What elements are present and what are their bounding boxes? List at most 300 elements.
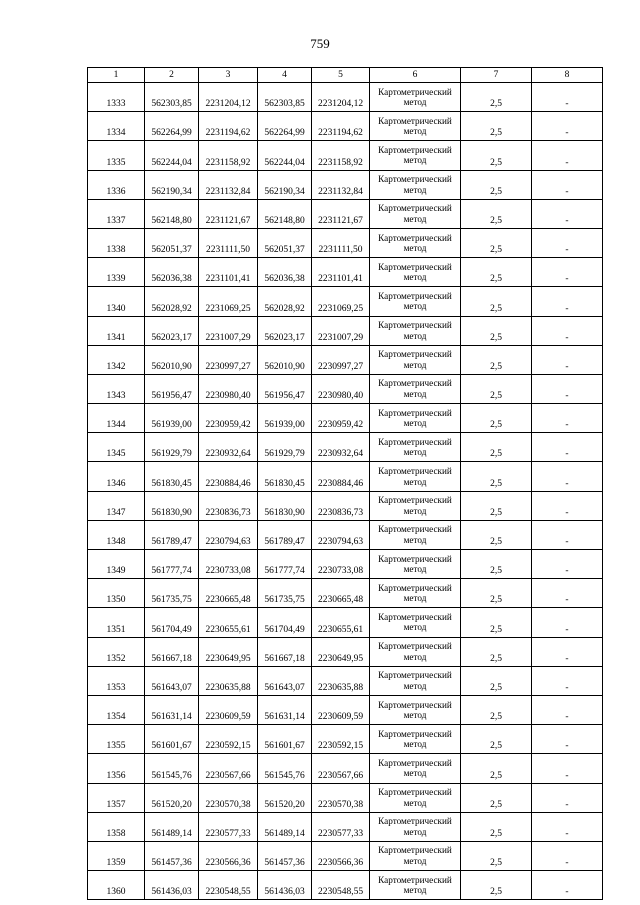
table-row: [88, 199, 603, 228]
y-coord-cell: 2230609,59: [312, 695, 370, 724]
point-number-cell: 1357: [88, 783, 145, 812]
y-coord-cell: 2230733,08: [312, 550, 370, 579]
x-coord-cell: 561777,74: [258, 550, 312, 579]
y-coord-cell: 2231158,92: [312, 141, 370, 170]
y-coord-cell: 2230932,64: [199, 433, 258, 462]
method-line-1: Картометрический: [378, 290, 452, 301]
method-line-1: Картометрический: [378, 874, 452, 885]
y-coord-cell: 2230592,15: [199, 725, 258, 754]
point-number-cell: 1342: [88, 345, 145, 374]
method-line-1: Картометрический: [378, 436, 452, 447]
y-coord-cell: 2230548,55: [199, 871, 258, 900]
method-cell: [370, 608, 461, 637]
note-cell: -: [532, 199, 603, 228]
y-coord-cell: 2230570,38: [199, 783, 258, 812]
table-row: [88, 287, 603, 316]
accuracy-cell: 2,5: [461, 199, 532, 228]
method-line-1: Картометрический: [378, 787, 452, 798]
y-coord-cell: 2230592,15: [312, 725, 370, 754]
y-coord-cell: 2231111,50: [312, 228, 370, 257]
method-line-1: Картометрический: [378, 757, 452, 768]
point-number-cell: 1344: [88, 404, 145, 433]
table-row: [88, 433, 603, 462]
point-number-cell: 1359: [88, 841, 145, 870]
method-line-1: Картометрический: [378, 816, 452, 827]
note-cell: -: [532, 725, 603, 754]
y-coord-cell: 2231101,41: [312, 258, 370, 287]
x-coord-cell: 562190,34: [145, 170, 199, 199]
y-coord-cell: 2230884,46: [199, 462, 258, 491]
point-number-cell: 1351: [88, 608, 145, 637]
method-line-2: метод: [403, 593, 427, 604]
method-cell: [370, 812, 461, 841]
x-coord-cell: 561457,36: [145, 841, 199, 870]
method-line-1: Картометрический: [378, 232, 452, 243]
point-number-cell: 1335: [88, 141, 145, 170]
note-cell: -: [532, 608, 603, 637]
y-coord-cell: 2230836,73: [199, 491, 258, 520]
method-line-2: метод: [403, 710, 427, 721]
column-header: 2: [145, 68, 199, 83]
table-row: [88, 579, 603, 608]
method-line-2: метод: [403, 97, 427, 108]
x-coord-cell: 561601,67: [145, 725, 199, 754]
y-coord-cell: 2231204,12: [199, 83, 258, 112]
y-coord-cell: 2230665,48: [199, 579, 258, 608]
y-coord-cell: 2231111,50: [199, 228, 258, 257]
y-coord-cell: 2231204,12: [312, 83, 370, 112]
method-line-1: Картометрический: [378, 611, 452, 622]
method-line-2: метод: [403, 651, 427, 662]
x-coord-cell: 561830,90: [145, 491, 199, 520]
point-number-cell: 1337: [88, 199, 145, 228]
method-cell: [370, 695, 461, 724]
y-coord-cell: 2230884,46: [312, 462, 370, 491]
x-coord-cell: 562010,90: [258, 345, 312, 374]
table-row: [88, 316, 603, 345]
note-cell: -: [532, 141, 603, 170]
x-coord-cell: 561704,49: [258, 608, 312, 637]
method-cell: [370, 287, 461, 316]
x-coord-cell: 562264,99: [258, 112, 312, 141]
x-coord-cell: 562028,92: [258, 287, 312, 316]
accuracy-cell: 2,5: [461, 316, 532, 345]
accuracy-cell: 2,5: [461, 725, 532, 754]
y-coord-cell: 2230566,36: [312, 841, 370, 870]
x-coord-cell: 561545,76: [145, 754, 199, 783]
y-coord-cell: 2230665,48: [312, 579, 370, 608]
y-coord-cell: 2230997,27: [312, 345, 370, 374]
x-coord-cell: 561939,00: [145, 404, 199, 433]
point-number-cell: 1348: [88, 520, 145, 549]
accuracy-cell: 2,5: [461, 754, 532, 783]
column-header: 7: [461, 68, 532, 83]
method-line-1: Картометрический: [378, 144, 452, 155]
x-coord-cell: 561643,07: [258, 666, 312, 695]
note-cell: -: [532, 433, 603, 462]
x-coord-cell: 562264,99: [145, 112, 199, 141]
x-coord-cell: 561601,67: [258, 725, 312, 754]
y-coord-cell: 2230649,95: [312, 637, 370, 666]
x-coord-cell: 561643,07: [145, 666, 199, 695]
method-line-1: Картометрический: [378, 86, 452, 97]
accuracy-cell: 2,5: [461, 783, 532, 812]
accuracy-cell: 2,5: [461, 258, 532, 287]
x-coord-cell: 562303,85: [258, 83, 312, 112]
accuracy-cell: 2,5: [461, 287, 532, 316]
method-line-2: метод: [403, 476, 427, 487]
note-cell: -: [532, 374, 603, 403]
y-coord-cell: 2230570,38: [312, 783, 370, 812]
x-coord-cell: 561929,79: [145, 433, 199, 462]
x-coord-cell: 562190,34: [258, 170, 312, 199]
method-cell: [370, 491, 461, 520]
method-cell: [370, 754, 461, 783]
x-coord-cell: 561830,45: [145, 462, 199, 491]
note-cell: -: [532, 287, 603, 316]
table-row: [88, 812, 603, 841]
method-line-1: Картометрический: [378, 495, 452, 506]
y-coord-cell: 2231069,25: [312, 287, 370, 316]
point-number-cell: 1334: [88, 112, 145, 141]
x-coord-cell: 561489,14: [145, 812, 199, 841]
y-coord-cell: 2231121,67: [312, 199, 370, 228]
y-coord-cell: 2230997,27: [199, 345, 258, 374]
table-row: [88, 228, 603, 257]
method-cell: [370, 83, 461, 112]
method-line-2: метод: [403, 184, 427, 195]
y-coord-cell: 2231132,84: [199, 170, 258, 199]
x-coord-cell: 561436,03: [145, 871, 199, 900]
method-line-1: Картометрический: [378, 261, 452, 272]
x-coord-cell: 561789,47: [145, 520, 199, 549]
method-line-1: Картометрический: [378, 174, 452, 185]
y-coord-cell: 2230635,88: [312, 666, 370, 695]
y-coord-cell: 2230649,95: [199, 637, 258, 666]
accuracy-cell: 2,5: [461, 841, 532, 870]
x-coord-cell: 562023,17: [258, 316, 312, 345]
method-cell: [370, 141, 461, 170]
method-line-2: метод: [403, 243, 427, 254]
x-coord-cell: 562244,04: [145, 141, 199, 170]
method-cell: [370, 374, 461, 403]
point-number-cell: 1347: [88, 491, 145, 520]
y-coord-cell: 2231194,62: [312, 112, 370, 141]
y-coord-cell: 2230980,40: [199, 374, 258, 403]
column-header: 4: [258, 68, 312, 83]
accuracy-cell: 2,5: [461, 637, 532, 666]
point-number-cell: 1352: [88, 637, 145, 666]
method-line-2: метод: [403, 855, 427, 866]
x-coord-cell: 561631,14: [258, 695, 312, 724]
x-coord-cell: 562148,80: [258, 199, 312, 228]
x-coord-cell: 561929,79: [258, 433, 312, 462]
method-cell: [370, 579, 461, 608]
method-line-2: метод: [403, 301, 427, 312]
accuracy-cell: 2,5: [461, 112, 532, 141]
accuracy-cell: 2,5: [461, 550, 532, 579]
accuracy-cell: 2,5: [461, 812, 532, 841]
y-coord-cell: 2230567,66: [312, 754, 370, 783]
accuracy-cell: 2,5: [461, 695, 532, 724]
method-line-2: метод: [403, 826, 427, 837]
column-header: 8: [532, 68, 603, 83]
method-line-1: Картометрический: [378, 407, 452, 418]
method-line-2: метод: [403, 330, 427, 341]
y-coord-cell: 2231007,29: [312, 316, 370, 345]
point-number-cell: 1339: [88, 258, 145, 287]
method-cell: [370, 199, 461, 228]
accuracy-cell: 2,5: [461, 666, 532, 695]
y-coord-cell: 2231069,25: [199, 287, 258, 316]
x-coord-cell: 561667,18: [258, 637, 312, 666]
x-coord-cell: 561777,74: [145, 550, 199, 579]
method-cell: [370, 637, 461, 666]
point-number-cell: 1356: [88, 754, 145, 783]
method-cell: [370, 871, 461, 900]
method-cell: [370, 841, 461, 870]
point-number-cell: 1345: [88, 433, 145, 462]
method-cell: [370, 345, 461, 374]
x-coord-cell: 562148,80: [145, 199, 199, 228]
x-coord-cell: 561520,20: [145, 783, 199, 812]
note-cell: -: [532, 550, 603, 579]
method-line-2: метод: [403, 272, 427, 283]
accuracy-cell: 2,5: [461, 608, 532, 637]
method-line-2: метод: [403, 388, 427, 399]
point-number-cell: 1354: [88, 695, 145, 724]
point-number-cell: 1333: [88, 83, 145, 112]
method-cell: [370, 550, 461, 579]
method-cell: [370, 258, 461, 287]
note-cell: -: [532, 228, 603, 257]
method-line-2: метод: [403, 505, 427, 516]
x-coord-cell: 561457,36: [258, 841, 312, 870]
method-cell: [370, 725, 461, 754]
point-number-cell: 1340: [88, 287, 145, 316]
note-cell: -: [532, 637, 603, 666]
method-line-2: метод: [403, 155, 427, 166]
x-coord-cell: 562010,90: [145, 345, 199, 374]
x-coord-cell: 561735,75: [258, 579, 312, 608]
table-row: [88, 841, 603, 870]
point-number-cell: 1341: [88, 316, 145, 345]
method-line-2: метод: [403, 680, 427, 691]
note-cell: -: [532, 579, 603, 608]
x-coord-cell: 561520,20: [258, 783, 312, 812]
x-coord-cell: 561830,90: [258, 491, 312, 520]
method-line-2: метод: [403, 126, 427, 137]
method-line-1: Картометрический: [378, 524, 452, 535]
note-cell: -: [532, 83, 603, 112]
method-line-2: метод: [403, 797, 427, 808]
method-line-2: метод: [403, 768, 427, 779]
y-coord-cell: 2230577,33: [312, 812, 370, 841]
method-line-1: Картометрический: [378, 699, 452, 710]
x-coord-cell: 561545,76: [258, 754, 312, 783]
column-header: 3: [199, 68, 258, 83]
column-header: 1: [88, 68, 145, 83]
page-number: 759: [310, 36, 330, 51]
method-cell: [370, 228, 461, 257]
accuracy-cell: 2,5: [461, 345, 532, 374]
y-coord-cell: 2231132,84: [312, 170, 370, 199]
point-number-cell: 1336: [88, 170, 145, 199]
y-coord-cell: 2230836,73: [312, 491, 370, 520]
method-line-2: метод: [403, 418, 427, 429]
accuracy-cell: 2,5: [461, 462, 532, 491]
y-coord-cell: 2230548,55: [312, 871, 370, 900]
note-cell: -: [532, 491, 603, 520]
accuracy-cell: 2,5: [461, 141, 532, 170]
note-cell: -: [532, 345, 603, 374]
table-row: [88, 695, 603, 724]
column-header: 6: [370, 68, 461, 83]
x-coord-cell: 561956,47: [258, 374, 312, 403]
method-line-1: Картометрический: [378, 641, 452, 652]
method-line-1: Картометрический: [378, 378, 452, 389]
table-row: [88, 462, 603, 491]
point-number-cell: 1358: [88, 812, 145, 841]
point-number-cell: 1338: [88, 228, 145, 257]
method-line-1: Картометрический: [378, 553, 452, 564]
note-cell: -: [532, 783, 603, 812]
method-line-2: метод: [403, 359, 427, 370]
method-line-1: Картометрический: [378, 115, 452, 126]
accuracy-cell: 2,5: [461, 83, 532, 112]
table-row: [88, 608, 603, 637]
point-number-cell: 1355: [88, 725, 145, 754]
table-row: [88, 170, 603, 199]
table-row: [88, 83, 603, 112]
method-line-1: Картометрический: [378, 203, 452, 214]
y-coord-cell: 2230980,40: [312, 374, 370, 403]
method-cell: [370, 433, 461, 462]
table-row: [88, 345, 603, 374]
note-cell: -: [532, 258, 603, 287]
note-cell: -: [532, 520, 603, 549]
coordinates-table: [87, 67, 603, 900]
y-coord-cell: 2230794,63: [312, 520, 370, 549]
accuracy-cell: 2,5: [461, 579, 532, 608]
table-row: [88, 491, 603, 520]
point-number-cell: 1353: [88, 666, 145, 695]
y-coord-cell: 2230577,33: [199, 812, 258, 841]
x-coord-cell: 562051,37: [258, 228, 312, 257]
method-cell: [370, 404, 461, 433]
x-coord-cell: 562244,04: [258, 141, 312, 170]
y-coord-cell: 2231007,29: [199, 316, 258, 345]
point-number-cell: 1349: [88, 550, 145, 579]
table-row: [88, 520, 603, 549]
y-coord-cell: 2231121,67: [199, 199, 258, 228]
accuracy-cell: 2,5: [461, 871, 532, 900]
accuracy-cell: 2,5: [461, 374, 532, 403]
method-line-1: Картометрический: [378, 582, 452, 593]
method-line-1: Картометрический: [378, 466, 452, 477]
method-line-2: метод: [403, 885, 427, 896]
table-row: [88, 374, 603, 403]
note-cell: -: [532, 871, 603, 900]
method-line-2: метод: [403, 622, 427, 633]
method-cell: [370, 316, 461, 345]
x-coord-cell: 561830,45: [258, 462, 312, 491]
point-number-cell: 1343: [88, 374, 145, 403]
x-coord-cell: 561631,14: [145, 695, 199, 724]
y-coord-cell: 2230655,61: [312, 608, 370, 637]
x-coord-cell: 561704,49: [145, 608, 199, 637]
method-cell: [370, 520, 461, 549]
accuracy-cell: 2,5: [461, 520, 532, 549]
x-coord-cell: 561735,75: [145, 579, 199, 608]
y-coord-cell: 2230567,66: [199, 754, 258, 783]
y-coord-cell: 2230566,36: [199, 841, 258, 870]
table-body: [88, 83, 603, 900]
note-cell: -: [532, 170, 603, 199]
table-row: [88, 258, 603, 287]
x-coord-cell: 562303,85: [145, 83, 199, 112]
table-header-row: [88, 68, 603, 83]
table-row: [88, 112, 603, 141]
y-coord-cell: 2230733,08: [199, 550, 258, 579]
method-line-2: метод: [403, 447, 427, 458]
x-coord-cell: 561789,47: [258, 520, 312, 549]
method-cell: [370, 783, 461, 812]
x-coord-cell: 561489,14: [258, 812, 312, 841]
y-coord-cell: 2231101,41: [199, 258, 258, 287]
y-coord-cell: 2231158,92: [199, 141, 258, 170]
note-cell: -: [532, 316, 603, 345]
x-coord-cell: 562036,38: [258, 258, 312, 287]
table-row: [88, 637, 603, 666]
method-cell: [370, 170, 461, 199]
table-row: [88, 404, 603, 433]
method-line-1: Картометрический: [378, 320, 452, 331]
table-row: [88, 783, 603, 812]
note-cell: -: [532, 462, 603, 491]
table-row: [88, 871, 603, 900]
accuracy-cell: 2,5: [461, 170, 532, 199]
x-coord-cell: 562051,37: [145, 228, 199, 257]
method-line-2: метод: [403, 564, 427, 575]
x-coord-cell: 561436,03: [258, 871, 312, 900]
column-header: 5: [312, 68, 370, 83]
table-row: [88, 666, 603, 695]
method-line-1: Картометрический: [378, 670, 452, 681]
method-line-2: метод: [403, 213, 427, 224]
method-line-1: Картометрический: [378, 349, 452, 360]
y-coord-cell: 2230635,88: [199, 666, 258, 695]
y-coord-cell: 2230959,42: [312, 404, 370, 433]
x-coord-cell: 561956,47: [145, 374, 199, 403]
note-cell: -: [532, 112, 603, 141]
y-coord-cell: 2230655,61: [199, 608, 258, 637]
x-coord-cell: 561667,18: [145, 637, 199, 666]
note-cell: -: [532, 404, 603, 433]
note-cell: -: [532, 812, 603, 841]
x-coord-cell: 562028,92: [145, 287, 199, 316]
y-coord-cell: 2230794,63: [199, 520, 258, 549]
table-row: [88, 725, 603, 754]
note-cell: -: [532, 754, 603, 783]
x-coord-cell: 561939,00: [258, 404, 312, 433]
accuracy-cell: 2,5: [461, 228, 532, 257]
note-cell: -: [532, 695, 603, 724]
method-line-1: Картометрический: [378, 728, 452, 739]
method-cell: [370, 666, 461, 695]
accuracy-cell: 2,5: [461, 433, 532, 462]
accuracy-cell: 2,5: [461, 404, 532, 433]
